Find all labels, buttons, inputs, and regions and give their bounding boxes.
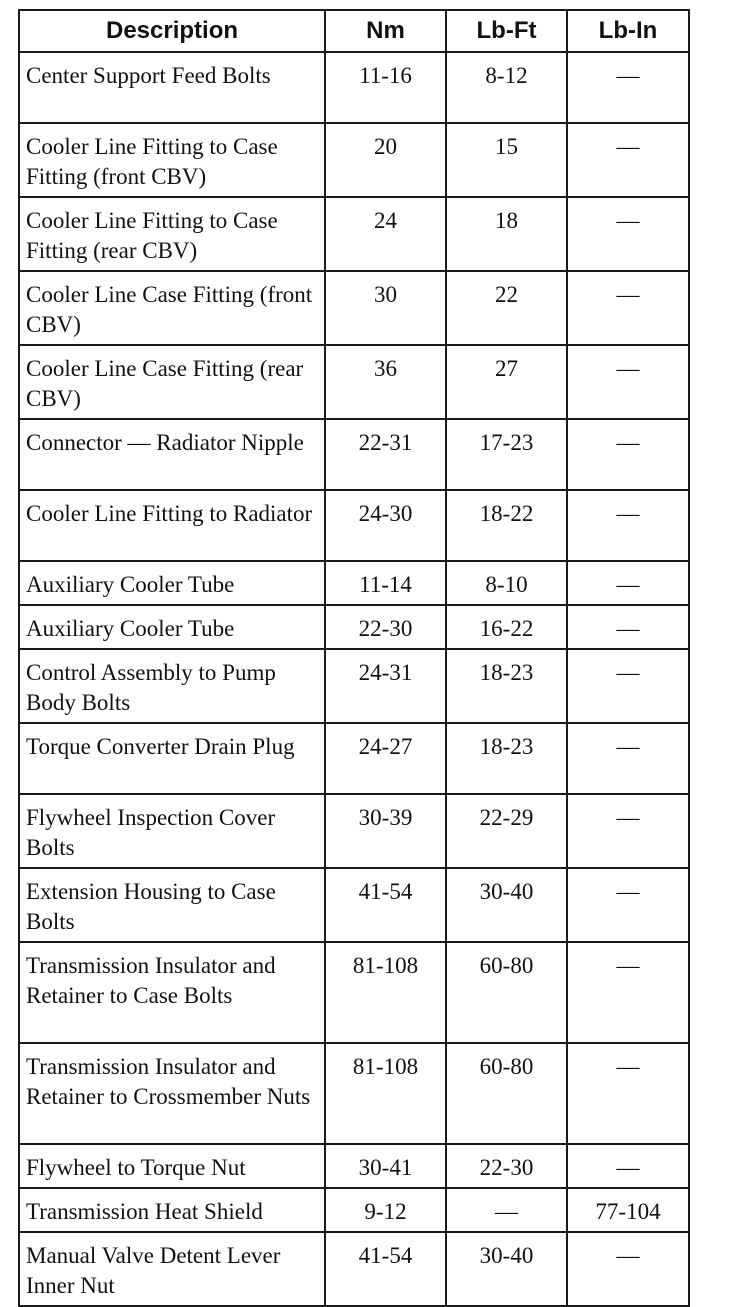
- header-description: Description: [19, 10, 325, 52]
- table-row: [19, 868, 689, 942]
- cell-lb-in: —: [567, 419, 689, 490]
- cell-lb-ft: 22-30: [446, 1144, 567, 1188]
- cell-description: Connector — Radiator Nipple: [19, 419, 325, 490]
- cell-lb-ft: 30-40: [446, 868, 567, 942]
- cell-nm: 30: [325, 271, 446, 345]
- table-row: [19, 271, 689, 345]
- header-nm: Nm: [325, 10, 446, 52]
- table-row: [19, 942, 689, 1043]
- cell-lb-in: —: [567, 605, 689, 649]
- cell-lb-ft: 60-80: [446, 1043, 567, 1144]
- cell-description: Transmission Heat Shield: [19, 1188, 325, 1232]
- cell-description: Auxiliary Cooler Tube: [19, 605, 325, 649]
- cell-lb-ft: 18-22: [446, 490, 567, 561]
- cell-description: Transmission Insulator and Retainer to Crossmember Nuts: [19, 1043, 325, 1144]
- table-row: [19, 1188, 689, 1232]
- cell-lb-in: —: [567, 52, 689, 123]
- cell-description: Flywheel to Torque Nut: [19, 1144, 325, 1188]
- table-row: [19, 605, 689, 649]
- cell-lb-in: —: [567, 1043, 689, 1144]
- table-row: [19, 1043, 689, 1144]
- cell-lb-in: —: [567, 942, 689, 1043]
- cell-description: Flywheel Inspection Cover Bolts: [19, 794, 325, 868]
- cell-nm: 36: [325, 345, 446, 419]
- cell-lb-ft: 8-12: [446, 52, 567, 123]
- table-row: [19, 490, 689, 561]
- cell-lb-in: —: [567, 123, 689, 197]
- cell-nm: 24-31: [325, 649, 446, 723]
- cell-lb-ft: 18-23: [446, 723, 567, 794]
- cell-description: Manual Valve Detent Lever Inner Nut: [19, 1232, 325, 1306]
- torque-spec-table: [18, 9, 690, 1307]
- cell-description: Extension Housing to Case Bolts: [19, 868, 325, 942]
- table-row: [19, 123, 689, 197]
- table-row: [19, 1232, 689, 1306]
- cell-nm: 41-54: [325, 868, 446, 942]
- cell-nm: 22-31: [325, 419, 446, 490]
- cell-lb-in: —: [567, 794, 689, 868]
- cell-lb-in: —: [567, 868, 689, 942]
- cell-description: Transmission Insulator and Retainer to Case Bolts: [19, 942, 325, 1043]
- cell-nm: 11-14: [325, 561, 446, 605]
- cell-description: Control Assembly to Pump Body Bolts: [19, 649, 325, 723]
- cell-lb-ft: 22: [446, 271, 567, 345]
- cell-lb-in: 77-104: [567, 1188, 689, 1232]
- table-body: [19, 52, 689, 1306]
- table-row: [19, 723, 689, 794]
- cell-nm: 41-54: [325, 1232, 446, 1306]
- cell-description: Cooler Line Fitting to Radiator: [19, 490, 325, 561]
- cell-nm: 20: [325, 123, 446, 197]
- cell-nm: 81-108: [325, 942, 446, 1043]
- cell-lb-ft: 18: [446, 197, 567, 271]
- cell-lb-ft: 60-80: [446, 942, 567, 1043]
- table-row: [19, 561, 689, 605]
- cell-nm: 30-39: [325, 794, 446, 868]
- cell-nm: 30-41: [325, 1144, 446, 1188]
- cell-lb-in: —: [567, 649, 689, 723]
- table-row: [19, 1144, 689, 1188]
- cell-lb-in: —: [567, 490, 689, 561]
- cell-description: Cooler Line Case Fitting (rear CBV): [19, 345, 325, 419]
- cell-description: Torque Converter Drain Plug: [19, 723, 325, 794]
- cell-lb-ft: 8-10: [446, 561, 567, 605]
- cell-lb-in: —: [567, 345, 689, 419]
- table-row: [19, 197, 689, 271]
- header-lb-ft: Lb-Ft: [446, 10, 567, 52]
- cell-description: Cooler Line Case Fitting (front CBV): [19, 271, 325, 345]
- cell-lb-ft: 15: [446, 123, 567, 197]
- cell-lb-ft: 27: [446, 345, 567, 419]
- cell-lb-ft: 17-23: [446, 419, 567, 490]
- cell-description: Cooler Line Fitting to Case Fitting (front CBV): [19, 123, 325, 197]
- cell-lb-ft: —: [446, 1188, 567, 1232]
- table-row: [19, 794, 689, 868]
- table-row: [19, 52, 689, 123]
- cell-nm: 81-108: [325, 1043, 446, 1144]
- cell-nm: 22-30: [325, 605, 446, 649]
- cell-nm: 24-30: [325, 490, 446, 561]
- cell-lb-in: —: [567, 271, 689, 345]
- table-header: [19, 10, 689, 52]
- cell-nm: 11-16: [325, 52, 446, 123]
- cell-description: Center Support Feed Bolts: [19, 52, 325, 123]
- cell-lb-ft: 18-23: [446, 649, 567, 723]
- cell-nm: 24: [325, 197, 446, 271]
- cell-lb-in: —: [567, 723, 689, 794]
- cell-lb-ft: 22-29: [446, 794, 567, 868]
- cell-lb-in: —: [567, 1144, 689, 1188]
- cell-lb-ft: 30-40: [446, 1232, 567, 1306]
- header-row: [19, 10, 689, 52]
- header-lb-in: Lb-In: [567, 10, 689, 52]
- table-row: [19, 345, 689, 419]
- cell-description: Auxiliary Cooler Tube: [19, 561, 325, 605]
- cell-description: Cooler Line Fitting to Case Fitting (rear CBV): [19, 197, 325, 271]
- cell-nm: 24-27: [325, 723, 446, 794]
- cell-lb-ft: 16-22: [446, 605, 567, 649]
- cell-nm: 9-12: [325, 1188, 446, 1232]
- table-row: [19, 649, 689, 723]
- table-row: [19, 419, 689, 490]
- cell-lb-in: —: [567, 561, 689, 605]
- cell-lb-in: —: [567, 197, 689, 271]
- cell-lb-in: —: [567, 1232, 689, 1306]
